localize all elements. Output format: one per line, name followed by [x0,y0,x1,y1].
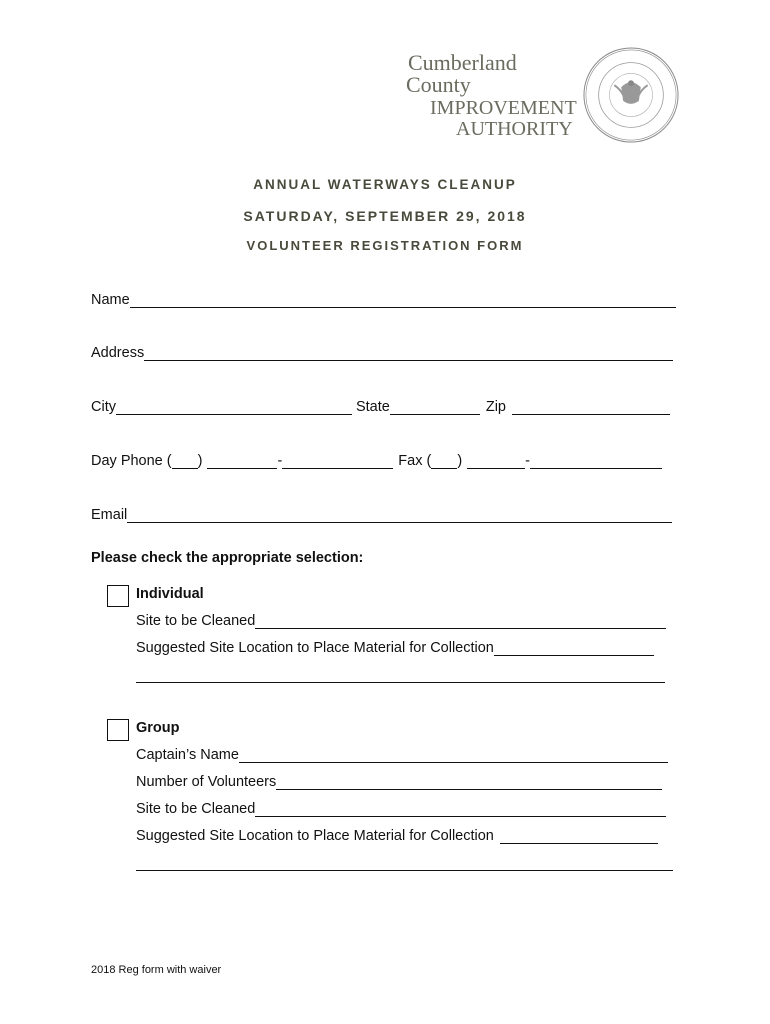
zip-label: Zip [485,399,506,415]
individual-extra-row [136,668,665,683]
day-phone-area-code-line[interactable] [172,454,198,469]
fax-label: Fax ( [398,453,432,469]
individual-site-input-line[interactable] [255,614,666,629]
group-checkbox[interactable] [107,719,129,741]
state-label: State [355,399,390,415]
individual-heading: Individual [136,586,204,602]
phone-fax-row [91,453,662,469]
group-site-label: Site to be Cleaned [136,801,256,817]
day-phone-prefix-line[interactable] [207,454,277,469]
name-row [91,292,676,308]
group-captain-label: Captain’s Name [136,747,239,763]
individual-site-row [136,613,666,629]
individual-site-label: Site to be Cleaned [136,613,256,629]
individual-checkbox[interactable] [107,585,129,607]
individual-suggested-row [136,640,654,656]
name-input-line[interactable] [130,293,676,308]
group-captain-input-line[interactable] [239,748,668,763]
day-phone-label: Day Phone ( [91,453,172,469]
city-state-zip-row [91,399,670,415]
form-title: VOLUNTEER REGISTRATION FORM [246,238,524,253]
group-site-input-line[interactable] [255,802,666,817]
day-phone-number-line[interactable] [282,454,393,469]
group-suggested-label: Suggested Site Location to Place Material for Collection [136,828,494,844]
fax-prefix-line[interactable] [467,454,525,469]
logo-line-authority: AUTHORITY [456,118,573,140]
logo-line-county: County [406,72,471,97]
group-heading: Group [136,720,180,736]
city-input-line[interactable] [116,400,352,415]
logo-line-improvement: IMPROVEMENT [430,97,577,119]
zip-input-line[interactable] [512,400,670,415]
email-input-line[interactable] [127,508,672,523]
group-volunteers-row [136,774,662,790]
fax-paren-close: ) [457,453,463,469]
organization-logo-text [406,52,577,139]
email-row [91,507,672,523]
day-phone-paren-close: ) [197,453,203,469]
name-label: Name [91,292,130,308]
group-volunteers-input-line[interactable] [276,775,662,790]
state-input-line[interactable] [390,400,480,415]
logo-line-cumberland: Cumberland [408,50,517,75]
event-date: SATURDAY, SEPTEMBER 29, 2018 [243,208,527,224]
individual-extra-input-line[interactable] [136,668,665,683]
event-title: ANNUAL WATERWAYS CLEANUP [253,177,517,192]
city-label: City [91,399,116,415]
group-site-row [136,801,666,817]
selection-prompt: Please check the appropriate selection: [91,550,364,566]
address-row [91,345,673,361]
email-label: Email [91,507,128,523]
county-seal-icon [582,46,680,144]
day-phone-dash: - [277,453,283,469]
group-suggested-row [136,828,658,844]
group-extra-row [136,856,673,871]
group-extra-input-line[interactable] [136,856,673,871]
group-volunteers-label: Number of Volunteers [136,774,277,790]
address-input-line[interactable] [144,346,673,361]
group-captain-row [136,747,668,763]
footer-note: 2018 Reg form with waiver [91,964,222,976]
group-suggested-input-line[interactable] [500,829,658,844]
fax-area-code-line[interactable] [431,454,457,469]
fax-dash: - [525,453,531,469]
individual-suggested-label: Suggested Site Location to Place Material for Collection [136,640,494,656]
fax-number-line[interactable] [530,454,662,469]
address-label: Address [91,345,145,361]
individual-suggested-input-line[interactable] [494,641,654,656]
